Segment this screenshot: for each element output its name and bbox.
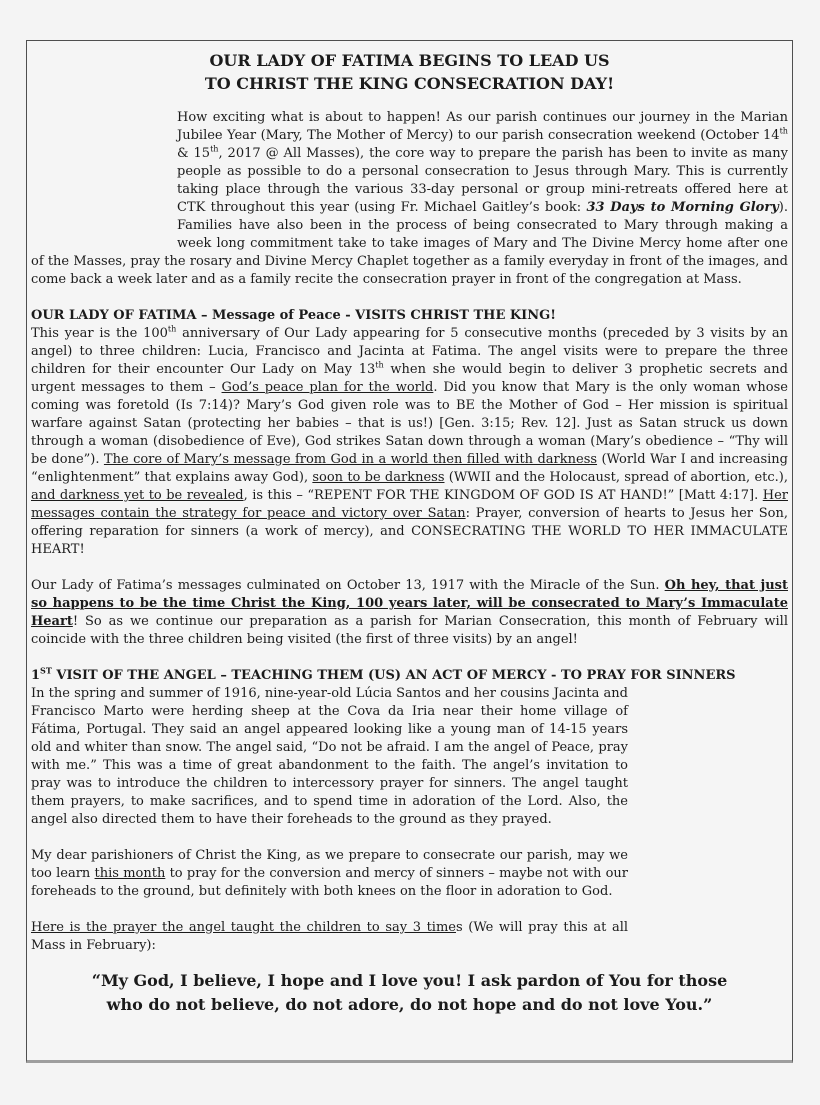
angel-text-column xyxy=(31,685,788,955)
document-frame xyxy=(26,40,793,1063)
angel-section-heading: 1ST VISIT OF THE ANGEL – TEACHING THEM (US) AN ACT OF MERCY - TO PRAY FOR SINNERS xyxy=(31,665,736,683)
intro-paragraph xyxy=(31,109,788,289)
document-title xyxy=(31,49,788,95)
angel-story-paragraph: In the spring and summer of 1916, nine-year-old Lúcia Santos and her cousins Jacinta and Francisco Marto were herding sheep at the Cova da Iria near their home village of Fátima, Portugal. They said an angel appeared looking like a young man of 14-15 years old and whiter than snow. The angel said, “Do not be afraid. I am the angel of Peace, pray with me.” This was a time of great abandonment to the faith. The angel’s invitation to pray was to introduce the children to intercessory prayer for sinners. The angel taught them prayers, to make sacrifices, and to spend time in adoration of the Lord. Also, the angel also directed them to have their foreheads to the ground as they prayed. xyxy=(31,686,628,827)
prayer-quote: “My God, I believe, I hope and I love you! I ask pardon of You for those who do not believe, do not adore, do not hope and do not love You.” xyxy=(91,971,728,1014)
image-placeholder-left xyxy=(31,109,177,236)
title-line-1: OUR LADY OF FATIMA BEGINS TO LEAD US xyxy=(209,51,610,70)
fatima-culmination-paragraph: Our Lady of Fatima’s messages culminated on October 13, 1917 with the Miracle of the Sun. Oh hey, that just so happens to be the time Christ the King, 100 years later, will be consecrated to Mary’s Immaculate Heart! So as we continue our preparation as a parish for Marian Consecration, this month of February will coincide with the three children being visited (the first of three visits) by an angel! xyxy=(31,578,788,647)
fatima-section-heading: OUR LADY OF FATIMA – Message of Peace - VISITS CHRIST THE KING! xyxy=(31,308,556,323)
fatima-body-paragraph: This year is the 100th anniversary of Our Lady appearing for 5 consecutive months (preceded by 3 visits by an angel) to three children: Lucia, Francisco and Jacinta at Fatima. The angel visits were to prepare the three children for their encounter Our Lady on May 13th when she would begin to deliver 3 prophetic secrets and urgent messages to them – God’s peace plan for the world. Did you know that Mary is the only woman whose coming was foretold (Is 7:14)? Mary’s God given role was to BE the Mother of God – Her mission is spiritual warfare against Satan (protecting her babies – that is us!) [Gen. 3:15; Rev. 12]. Just as Satan struck us down through a woman (disobedience of Eve), God strikes Satan down through a woman (Mary’s obedience – “Thy will be done”). The core of Mary’s message from God in a world then filled with darkness (World War I and increasing “enlightenment” that explains away God), soon to be darkness (WWII and the Holocaust, spread of abortion, etc.), and darkness yet to be revealed, is this – “REPENT FOR THE KINGDOM OF GOD IS AT HAND!” [Matt 4:17]. Her messages contain the strategy for peace and victory over Satan: Prayer, conversion of hearts to Jesus her Son, offering reparation for sinners (a work of mercy), and CONSECRATING THE WORLD TO HER IMMACULATE HEART! xyxy=(31,324,789,557)
intro-paragraph-text: How exciting what is about to happen! As our parish continues our journey in the Marian Jubilee Year (Mary, The Mother of Mercy) to our parish consecration weekend (October 14th & 15th, 2017 @ All Masses), the core way to prepare the parish has been to invite as many people as possible to do a personal consecration to Jesus through Mary. This is currently taking place through the various 33-day personal or group mini-retreats offered here at CTK throughout this year (using Fr. Michael Gaitley’s book: 33 Days to Morning Glory). Families have also been in the process of being consecrated to Mary through making a week long commitment take to take images of Mary and The Divine Mercy home after one of the Masses, pray the rosary and Divine Mercy Chaplet together as a family everyday in front of the images, and come back a week later and as a family recite the consecration prayer in front of the congregation at Mass. xyxy=(31,110,788,287)
angel-prayer-intro-paragraph: Here is the prayer the angel taught the children to say 3 times (We will pray this at all Mass in February): xyxy=(31,920,629,953)
angel-parishioners-paragraph: My dear parishioners of Christ the King, as we prepare to consecrate our parish, may we too learn this month to pray for the conversion and mercy of sinners – maybe not with our foreheads to the ground, but definitely with both knees on the floor in adoration to God. xyxy=(31,848,628,899)
title-line-2: TO CHRIST THE KING CONSECRATION DAY! xyxy=(204,74,615,93)
